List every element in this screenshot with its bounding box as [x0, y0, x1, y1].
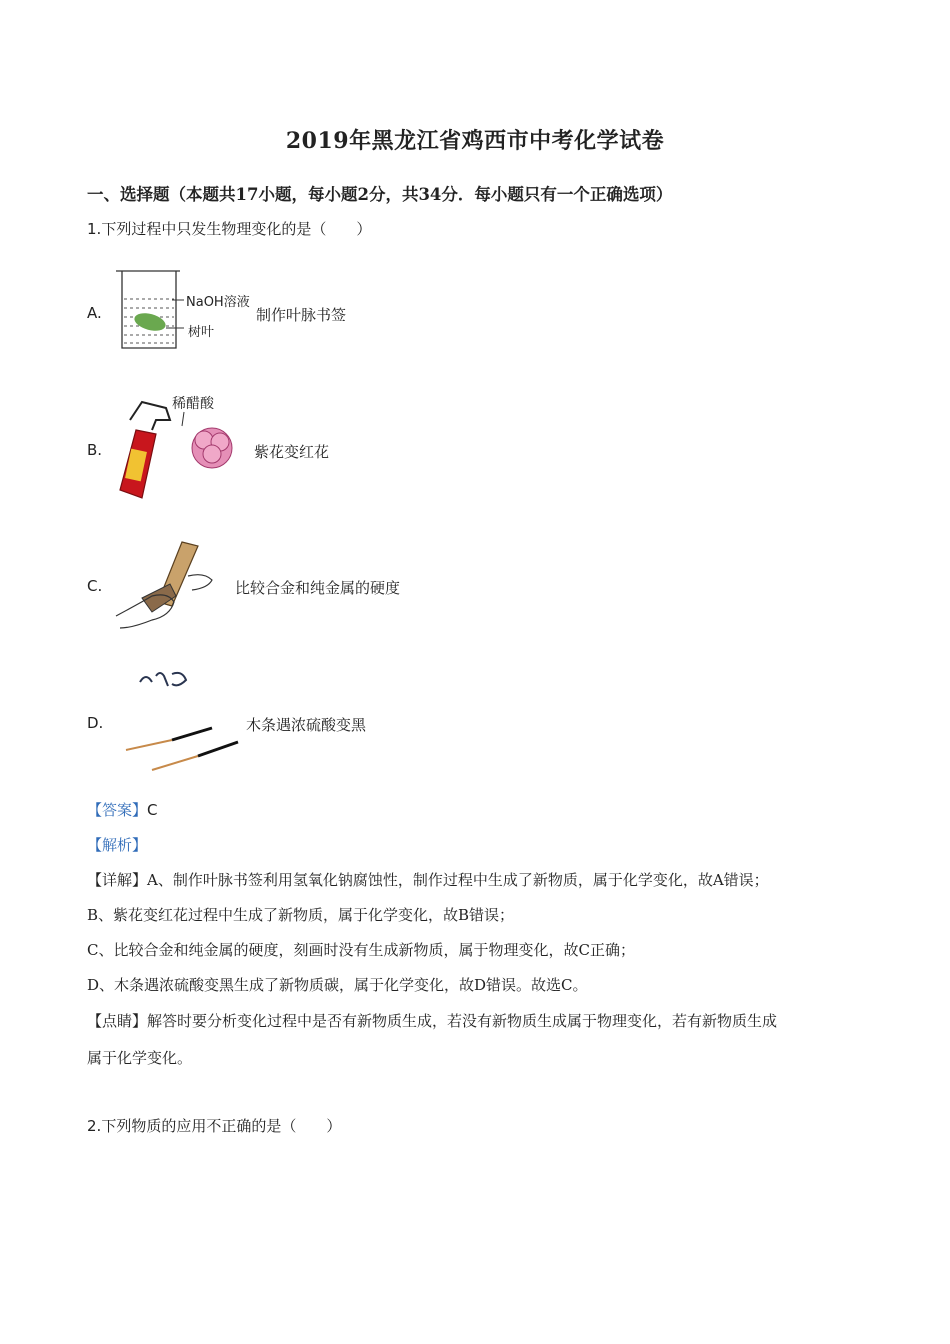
option-c-letter: C. [87, 577, 103, 595]
question-stem: 下列过程中只发生物理变化的是（ ） [101, 220, 372, 238]
comment-text: 解答时要分析变化过程中是否有新物质生成，若没有新物质生成属于物理变化，若有新物质生成 [147, 1012, 778, 1030]
option-d-text: 木条遇浓硫酸变黑 [246, 716, 367, 734]
comment-line-2: 属于化学变化。 [87, 1049, 193, 1067]
acetic-acid-label: 稀醋酸 [172, 396, 214, 412]
answer-label: 【答案】 [87, 801, 148, 819]
beaker-leaf-figure [112, 266, 257, 354]
question-stem: 下列物质的应用不正确的是（ ） [101, 1117, 342, 1135]
answer-line [87, 799, 877, 820]
wood-stick-figure [112, 664, 247, 776]
page-title: 2019年黑龙江省鸡西市中考化学试卷 [285, 128, 665, 154]
comment-label: 【点睛】 [87, 1012, 148, 1030]
analysis-label: 【解析】 [87, 836, 148, 854]
question-number: 2. [87, 1117, 102, 1135]
option-b-letter: B. [87, 441, 103, 459]
naoh-label: NaOH溶液 [186, 295, 250, 310]
detail-line-3: C、比较合金和纯金属的硬度，刻画时没有生成新物质，属于物理变化，故C正确； [87, 941, 635, 959]
option-a-letter: A. [87, 304, 102, 322]
comment-line-1 [87, 1010, 877, 1031]
question-1 [87, 218, 371, 239]
leaf-label: 树叶 [188, 325, 215, 340]
question-number: 1. [87, 220, 102, 238]
section-heading: 一、选择题（本题共17小题，每小题2分，共34分．每小题只有一个正确选项） [87, 185, 673, 204]
detail-label: 【详解】 [87, 871, 148, 889]
option-a-text: 制作叶脉书签 [256, 306, 347, 324]
detail-line-2: B、紫花变红花过程中生成了新物质，属于化学变化，故B错误； [87, 906, 515, 924]
answer-value: C [147, 801, 158, 819]
option-c-text: 比较合金和纯金属的硬度 [235, 579, 401, 597]
option-b-text: 紫花变红花 [254, 443, 330, 461]
detail-text-a: A、制作叶脉书签利用氢氧化钠腐蚀性，制作过程中生成了新物质，属于化学变化，故A错误； [147, 871, 769, 889]
spray-bottle-flower-figure [112, 390, 247, 502]
metal-scratch-figure [112, 536, 222, 632]
detail-line-1 [87, 869, 877, 890]
option-d-letter: D. [87, 714, 104, 732]
detail-line-4: D、木条遇浓硫酸变黑生成了新物质碳，属于化学变化，故D错误。故选C。 [87, 976, 588, 994]
question-2 [87, 1115, 341, 1136]
